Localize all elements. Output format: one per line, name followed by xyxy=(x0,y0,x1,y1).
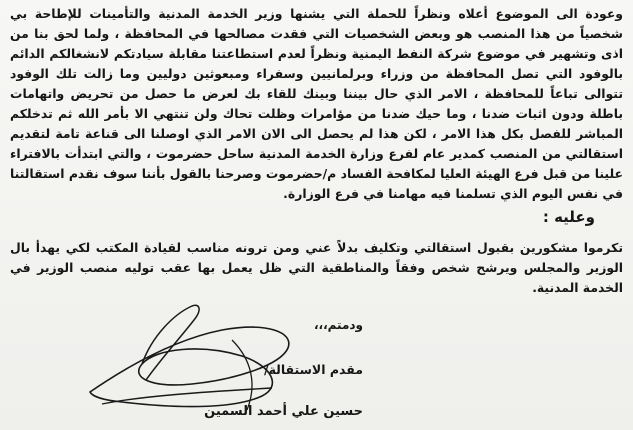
handwritten-signature xyxy=(82,300,312,418)
signer-name: حسين علي أحمد السمين xyxy=(204,404,363,419)
letter-body xyxy=(10,4,623,204)
closing-text: ودمتم،،، xyxy=(313,318,363,332)
section-heading: وعليه : xyxy=(542,208,595,226)
body-paragraph: وعودة الى الموضوع أعلاه ونظراً للحملة التي يشنها وزير الخدمة المدنية والتأمينات للإطاحة بي شخصياً من هذا المنصب هو وبعض الشخصيات التي فقدت مصالحها في المحافظة ، ولما لحق بنا من اذى وتشهير في موضوع شركة النفط اليمنية ونظراً لعدم استطاعتنا مقابلة سيادتكم لانشغالكم الدائم بالوفود التي تصل المحافظة من وزراء وبرلمانيين وسفراء ومبعوثين دوليين وما زالت تلك الوفود تتوالى تباعاً للمحافظة ، الامر الذي حال بيننا وبينك للقاء بك لعرض ما حصل من تحريض واتهامات باطلة ودون اثبات ضدنا ، وما حيك ضدنا من مؤامرات وظلت تحاك ولن تنتهي الا بأمر الله ثم تدخلكم المباشر للفصل بكل هذا الامر ، لكن هذا لم يحصل الى الان الامر الذي اوصلنا الى قناعة تامة لتقديم استقالتي من المنصب كمدير عام لفرع وزارة الخدمة المدنية ساحل حضرموت ، والتي ابتدأت بالافتراء علينا من قبل فرع الهيئة العليا لمكافحة الفساد م/حضرموت وصرحنا بالقول بأننا سوف نقدم استقالتنا في نفس اليوم الذي تسلمنا فيه مهامنا في فرع الوزارة. xyxy=(10,6,623,201)
signer-label: مقدم الاستقالة/ xyxy=(264,362,363,377)
request-paragraph xyxy=(10,238,623,298)
request-text: تكرموا مشكورين بقبول استقالتي وتكليف بدلاً عني ومن ترونه مناسب لقيادة المكتب لكي يهدأ بال الوزير والمجلس ويرشح شخص وفقاً والمناطقية التي ظل يعمل بها عقب توليه منصب الوزير في الخدمة المدنية. xyxy=(10,240,623,295)
